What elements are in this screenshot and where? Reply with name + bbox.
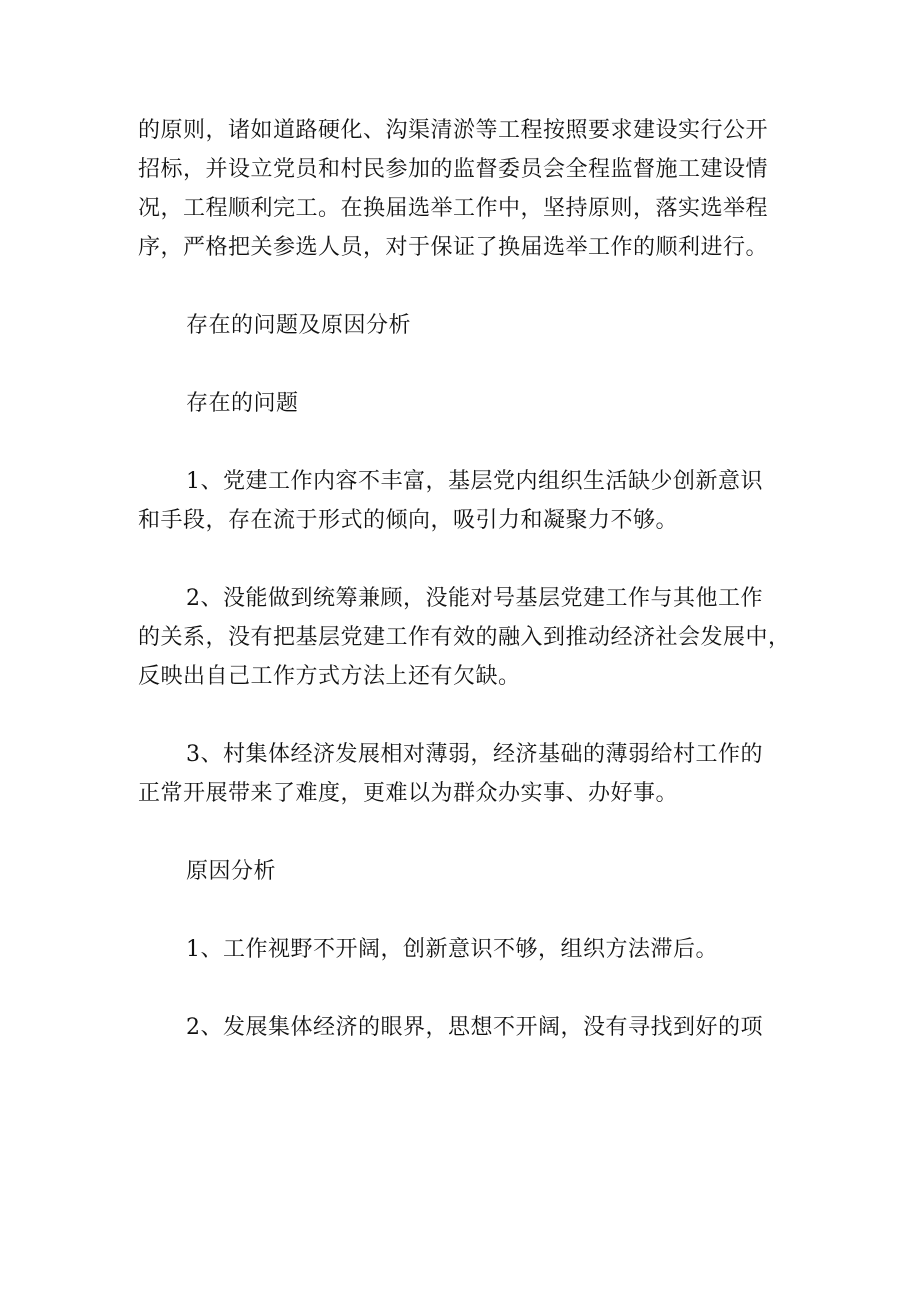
text-line: 序，严格把关参选人员，对于保证了换届选举工作的顺利进行。 <box>138 235 769 260</box>
text-line: 的原则，诸如道路硬化、沟渠清淤等工程按照要求建设实行公开 <box>138 118 769 143</box>
paragraph-problem-3 <box>138 735 784 813</box>
subsection-heading-problems: 存在的问题 <box>186 391 299 416</box>
paragraph-principle <box>138 111 784 267</box>
text-line: 正常开展带来了难度，更难以为群众办实事、办好事。 <box>138 781 679 806</box>
text-line: 反映出自己工作方式方法上还有欠缺。 <box>138 664 521 689</box>
text-line: 3、村集体经济发展相对薄弱，经济基础的薄弱给村工作的 <box>186 742 763 767</box>
paragraph-cause-1 <box>138 930 784 969</box>
text-line: 的关系，没有把基层党建工作有效的融入到推动经济社会发展中， <box>138 625 791 650</box>
paragraph-problem-1 <box>138 462 784 540</box>
section-heading-problems-and-causes: 存在的问题及原因分析 <box>186 313 412 338</box>
text-line: 1、党建工作内容不丰富，基层党内组织生活缺少创新意识 <box>186 469 763 494</box>
text-line: 和手段，存在流于形式的倾向，吸引力和凝聚力不够。 <box>138 508 679 533</box>
text-line: 况，工程顺利完工。在换届选举工作中，坚持原则，落实选举程 <box>138 196 769 221</box>
text-line: 1、工作视野不开阔，创新意识不够，组织方法滞后。 <box>186 937 718 962</box>
text-line: 2、发展集体经济的眼界，思想不开阔，没有寻找到好的项 <box>186 1015 763 1040</box>
paragraph-problem-2 <box>138 579 791 696</box>
subsection-heading-causes: 原因分析 <box>186 859 277 884</box>
text-line: 2、没能做到统筹兼顾，没能对号基层党建工作与其他工作 <box>186 586 763 611</box>
document-body <box>138 111 791 1086</box>
text-line: 招标，并设立党员和村民参加的监督委员会全程监督施工建设情 <box>138 157 769 182</box>
paragraph-cause-2 <box>138 1008 784 1047</box>
